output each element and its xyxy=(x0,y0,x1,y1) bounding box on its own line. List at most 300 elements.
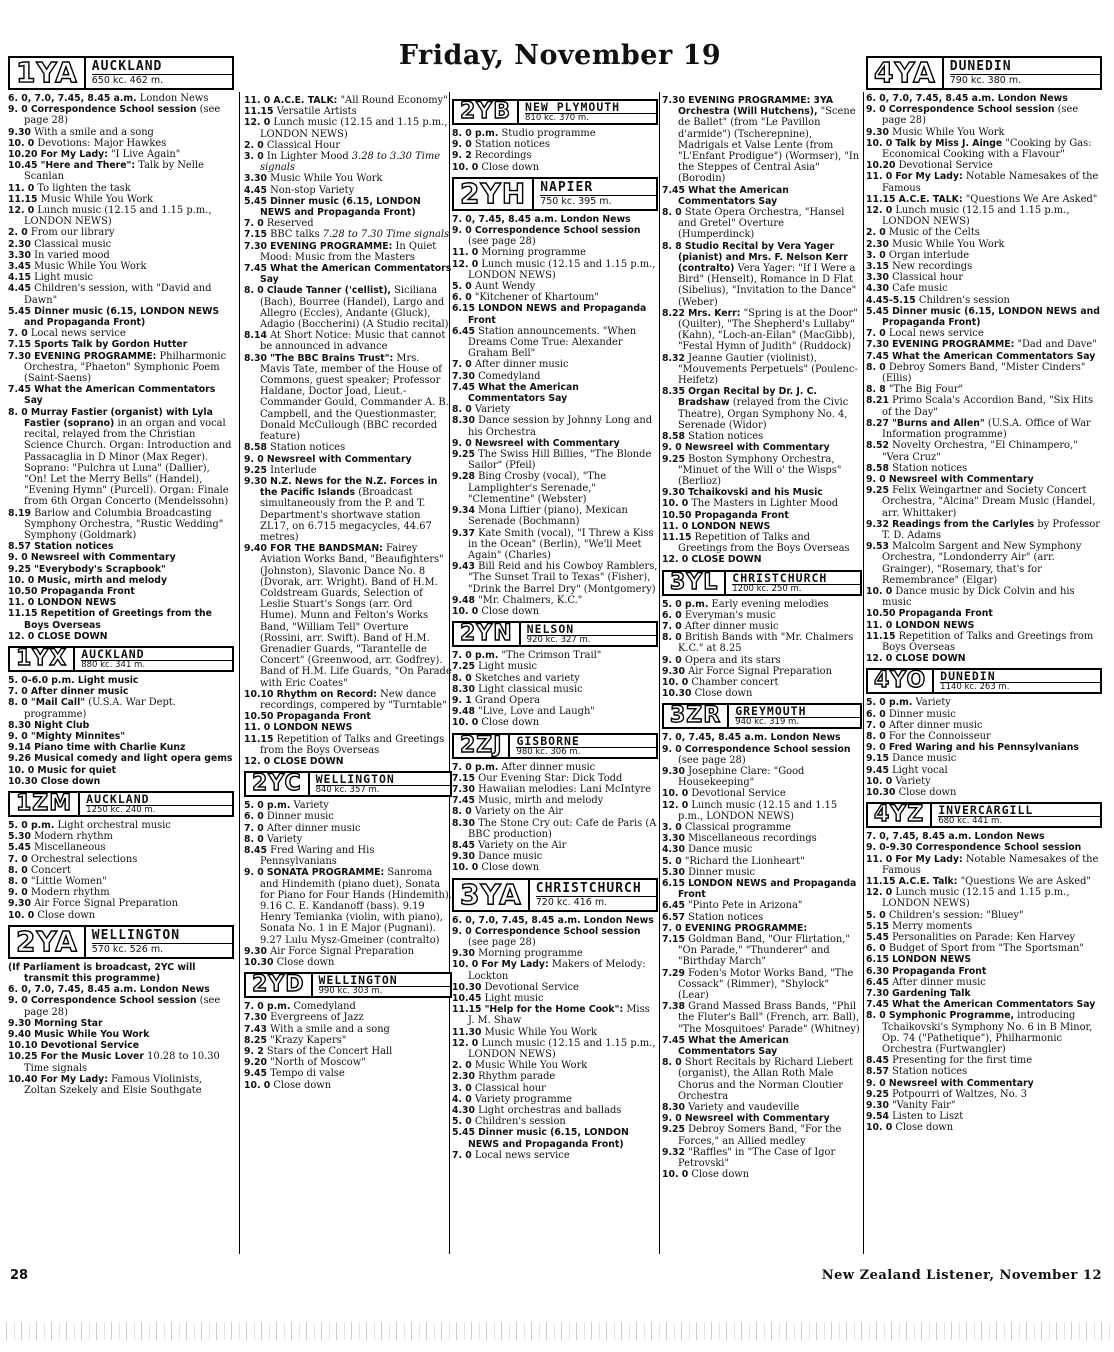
entry-time: 7.15 xyxy=(8,339,31,351)
programme-entry xyxy=(866,283,1102,294)
station-city: WELLINGTON xyxy=(315,772,395,787)
programme-entry xyxy=(244,140,452,151)
entry-text: Close down xyxy=(481,161,540,173)
entry-time: 8. 8 xyxy=(866,384,886,396)
programme-entry xyxy=(662,442,862,453)
entry-text: 10.28 to 10.30 Time signals xyxy=(24,1051,220,1074)
entry-text: (see page 28) xyxy=(882,104,1079,127)
programme-entry xyxy=(452,505,658,527)
programme-entry xyxy=(866,943,1102,954)
entry-time: 3. 0 xyxy=(244,151,264,163)
entry-time: 8. 0 xyxy=(8,406,28,418)
entry-text: Presenting for the first time xyxy=(892,1055,1033,1067)
station-city: AUCKLAND xyxy=(81,646,145,661)
programme-entry xyxy=(662,487,862,498)
entry-text: "Richard the Lionheart" xyxy=(684,855,805,867)
entry-time: 11. 0 xyxy=(244,95,271,106)
entry-text: Lunch music (12.15 and 1.15 p.m., LONDON NEWS) xyxy=(468,258,656,281)
entry-text: In Quiet Mood: Music from the Masters xyxy=(260,240,437,263)
entry-text: Dinner music xyxy=(266,811,334,823)
programme-entry xyxy=(662,1169,862,1180)
programme-entry xyxy=(8,1018,234,1029)
entry-time: 5. 0 xyxy=(866,909,886,921)
column-4 xyxy=(662,95,862,1180)
entry-text: Dinner music xyxy=(888,708,956,720)
programme-entry xyxy=(244,1057,452,1068)
entry-time: 11. 0 xyxy=(452,247,479,259)
entry-time: 3.45 xyxy=(8,261,31,273)
entry-time: 3.30 xyxy=(662,833,685,845)
entry-time: 10.10 xyxy=(8,1040,38,1052)
programme-entry xyxy=(452,281,658,292)
entry-highlight: "Burns and Allen" xyxy=(892,417,985,429)
entry-time: 9.45 xyxy=(866,764,889,776)
programme-entry xyxy=(866,205,1102,227)
entry-time: 3.15 xyxy=(866,261,889,273)
programme-entry xyxy=(662,677,862,688)
entry-time: 4.30 xyxy=(662,844,685,856)
entry-text: Close down xyxy=(898,786,957,798)
entry-time: 10. 0 xyxy=(866,775,893,787)
programme-entry xyxy=(866,921,1102,932)
programme-entry xyxy=(452,595,658,606)
entry-highlight: Propaganda Front xyxy=(40,585,135,597)
entry-time: 8. 0 xyxy=(452,404,472,416)
programme-entry xyxy=(866,239,1102,250)
entry-time: 7.45 xyxy=(866,999,889,1011)
entry-time: 8.58 xyxy=(866,462,889,474)
entry-highlight: For My Lady: xyxy=(895,171,963,183)
entry-time: 8.57 xyxy=(866,1066,889,1078)
entry-time: 9. 0 xyxy=(662,743,682,755)
entry-text: Foden's Motor Works Band, "The Cossack" (Rimmer), "Shylock" (Lear) xyxy=(678,967,854,1002)
programme-entry xyxy=(244,845,452,867)
entry-time: 10.50 xyxy=(866,608,896,620)
programme-entry xyxy=(452,1105,658,1116)
entry-time: 5. 0 p.m. xyxy=(8,819,55,831)
entry-text: Station announcements. "When Dreams Come True: Alexander Graham Bell" xyxy=(468,325,637,360)
entry-time: 7.30 xyxy=(8,350,31,362)
entry-text: After dinner music xyxy=(892,976,986,988)
entry-text: Budget of Sport from "The Sportsman" xyxy=(888,943,1084,955)
entry-text: Station notices xyxy=(688,911,764,923)
programme-entry xyxy=(244,117,452,139)
station-frequency: 720 kc. 416 m. xyxy=(536,896,656,908)
entry-time: 9.30 xyxy=(244,475,267,487)
entry-highlight: Newsreel with Commentary xyxy=(474,437,620,449)
entry-time: 7.30 xyxy=(866,339,889,351)
programme-entry xyxy=(452,851,658,862)
programme-entry xyxy=(452,292,658,303)
entry-time: 12. 0 xyxy=(452,258,479,270)
entry-time: 10. 0 xyxy=(244,1079,271,1091)
entry-time: 2. 0 xyxy=(244,139,264,151)
entry-text: "Live, Love and Laugh" xyxy=(478,706,595,718)
entry-note: 3.28 to 3.30 Time signals xyxy=(260,151,441,174)
programme-entry xyxy=(452,225,658,247)
programme-entry xyxy=(866,1100,1102,1111)
entry-time: 8.19 xyxy=(8,507,31,519)
station-frequency: 650 kc. 462 m. xyxy=(92,74,232,86)
programme-entry xyxy=(8,261,234,272)
entry-text: Variety and vaudeville xyxy=(688,1102,800,1114)
entry-time: 7. 0 xyxy=(452,359,472,371)
programme-entry xyxy=(452,1071,658,1082)
station-frequency: 920 kc. 327 m. xyxy=(527,635,656,645)
entry-text: Comedyland xyxy=(478,370,541,382)
programme-entry xyxy=(452,150,658,161)
entry-highlight: Fred Waring and his Pennsylvanians xyxy=(888,742,1079,754)
programme-entry xyxy=(452,673,658,684)
programme-entry xyxy=(452,1038,658,1060)
entry-time: 8. 0 xyxy=(662,632,682,644)
programme-entry xyxy=(452,706,658,717)
programme-entry xyxy=(866,954,1102,965)
entry-time: 9.30 xyxy=(8,1017,31,1029)
entry-highlight: Piano time with Charlie Kunz xyxy=(34,742,186,754)
page-number: 28 xyxy=(10,1268,29,1283)
programme-entry xyxy=(866,1122,1102,1133)
entry-time: 6.45 xyxy=(662,900,685,912)
entry-time: 5. 0 p.m. xyxy=(662,598,709,610)
programme-entry xyxy=(662,923,862,934)
entry-highlight: LONDON NEWS xyxy=(895,619,975,631)
entry-text: Miscellaneous recordings xyxy=(688,833,817,845)
entry-text: Stars of the Concert Hall xyxy=(266,1046,393,1058)
programme-entry xyxy=(866,194,1102,205)
entry-text: Siciliana (Bach), Bourree (Handel), Largo and Allegro (Eccles), Andante (Gluck), Adagio (Boccherini) (A Studio recital) xyxy=(260,285,449,331)
programme-entry xyxy=(866,731,1102,742)
programme-entry xyxy=(662,800,862,822)
entry-time: 7.30 xyxy=(244,1012,267,1024)
programme-entry xyxy=(866,261,1102,272)
programme-entry xyxy=(866,541,1102,586)
programme-entry xyxy=(8,631,234,642)
entry-highlight: Dinner music (6.15, LONDON NEWS and Propaganda Front) xyxy=(882,305,1100,329)
entry-time: 11. 0 xyxy=(662,520,689,532)
entry-highlight: LONDON NEWS xyxy=(892,954,972,966)
programme-entry xyxy=(452,471,658,505)
entry-text: Station notices xyxy=(892,1066,968,1078)
station-frequency: 940 kc. 319 m. xyxy=(735,717,860,727)
entry-time: 10. 0 xyxy=(866,1122,893,1134)
entry-time: 7. 0 xyxy=(8,853,28,865)
entry-highlight: Devotional Service xyxy=(40,1040,140,1052)
programme-entry xyxy=(452,915,658,926)
programme-entry xyxy=(8,205,234,227)
entry-text: "Krazy Kapers" xyxy=(270,1034,347,1046)
entry-time: 12. 0 xyxy=(452,1037,479,1049)
entry-text: Short Recitals by Richard Liebert (organist), the Allan Roth Male Chorus and the Norman Cloutier Orchestra xyxy=(678,1057,853,1102)
entry-highlight: London News xyxy=(974,831,1045,843)
entry-time: 9.25 xyxy=(8,563,31,575)
entry-time: 9. 0 xyxy=(8,552,28,564)
entry-highlight: Newsreel with Commentary xyxy=(888,473,1034,485)
programme-entry xyxy=(244,476,452,543)
programme-entry xyxy=(8,876,234,887)
entry-text: Repetition of Talks and Greetings from Boys Overseas xyxy=(882,630,1094,653)
programme-entry xyxy=(662,599,862,610)
station-info xyxy=(310,773,450,795)
entry-text: Station notices xyxy=(688,431,764,443)
entry-highlight: Newsreel with Commentary xyxy=(266,453,412,465)
entry-highlight: What the American Commentators Say xyxy=(892,999,1096,1011)
entry-highlight: For My Lady: xyxy=(40,1073,108,1085)
entry-time: 9.32 xyxy=(866,518,889,530)
programme-entry xyxy=(866,631,1102,653)
entry-time: 9.32 xyxy=(662,1146,685,1158)
entry-time: 6.57 xyxy=(662,911,685,923)
entry-text: Modern rhythm xyxy=(30,887,110,899)
entry-text: To lighten the task xyxy=(37,182,131,194)
entry-time: 5. 0 p.m. xyxy=(244,800,291,812)
entry-highlight: LONDON NEWS and Propaganda Front xyxy=(678,878,857,901)
programme-entry xyxy=(866,384,1102,395)
programme-entry xyxy=(244,823,452,834)
entry-text: "The Big Four" xyxy=(888,384,964,396)
entry-time: 7. 0 xyxy=(866,719,886,731)
entry-text: Evergreens of Jazz xyxy=(270,1012,364,1024)
entry-highlight: LONDON NEWS xyxy=(37,597,117,609)
entry-time: 8.32 xyxy=(662,352,685,364)
programme-entry xyxy=(452,438,658,449)
entry-text: Cafe music xyxy=(892,283,948,295)
entry-time: 2.30 xyxy=(866,238,889,250)
programme-entry xyxy=(8,586,234,597)
entry-time: 5.45 xyxy=(244,195,267,207)
station-header xyxy=(452,733,658,759)
entry-time: 6. 0, 7.0, 7.45, 8.45 a.m. xyxy=(866,93,995,104)
entry-time: 7.45 xyxy=(244,263,267,275)
entry-highlight: CLOSE DOWN xyxy=(37,630,108,642)
entry-time: 12. 0 xyxy=(8,630,35,642)
entry-text: Local news service xyxy=(888,328,984,340)
programme-entry xyxy=(244,834,452,845)
entry-highlight: Close down xyxy=(40,775,101,787)
entry-text: Barlow and Columbia Broadcasting Symphony Orchestra, "Rustic Wedding" Symphony (Goldmark) xyxy=(24,507,224,541)
entry-time: 9. 0 xyxy=(866,473,886,485)
entry-time: 7. 0, 7.45, 8.45 a.m. xyxy=(662,732,768,744)
entry-time: 3.30 xyxy=(8,249,31,261)
entry-time: 4.45 xyxy=(8,283,31,295)
entry-text: Music of the Celts xyxy=(888,227,980,239)
entry-highlight: London News xyxy=(139,984,210,996)
entry-highlight: What the American Commentators Say xyxy=(260,263,452,286)
entry-text: Repetition of Talks and Greetings from the Boys Overseas xyxy=(678,531,850,555)
programme-entry xyxy=(8,250,234,261)
entry-highlight: For the Music Lover xyxy=(40,1051,144,1063)
entry-highlight: What the American Commentators Say xyxy=(678,184,789,207)
entry-time: 7.30 xyxy=(662,95,685,106)
entry-time: 9.45 xyxy=(244,1068,267,1080)
entry-text: Studio programme xyxy=(501,128,596,139)
entry-text: Local news service xyxy=(30,328,126,340)
programme-entry xyxy=(662,867,862,878)
entry-text: (Broadcast simultaneously from the P. and T. Department's shortwave station ZL17, on 6.715 megacycles, 44.67 metres) xyxy=(260,487,432,543)
programme-entry xyxy=(452,773,658,784)
entry-time: 7. 0 xyxy=(8,328,28,340)
station-frequency: 1200 kc. 250 m. xyxy=(732,584,860,594)
entry-highlight: Correspondence School session xyxy=(915,842,1082,854)
programme-entry xyxy=(866,519,1102,541)
entry-highlight: Dinner music (6.15, LONDON NEWS and Propaganda Front) xyxy=(24,305,220,329)
entry-highlight: "Help for the Home Cook": xyxy=(484,1004,624,1016)
programme-entry xyxy=(8,608,234,630)
programme-entry xyxy=(8,731,234,742)
entry-text: Fairey Aviation Works Band, "Beaufighters" (Johnston), Slavonic Dance No. 8 (Dvorak, arr. Wright). Band of H.M. Coldstream Guards, Selection of Leslie Stuart's Songs (arr. Ord Hume). Munn and Felton's Works Band, "William Tell" Overture (Rossini, arr. Swift). Band of H.M. Grenadier Guards, "Tarantelle de Concert" (Greenwood, arr. Godfrey). Band of H.M. Life Guards, "On Parade with Eric Coates" xyxy=(260,543,452,689)
programme-entry xyxy=(866,776,1102,787)
programme-entry xyxy=(866,418,1102,440)
programme-entry xyxy=(866,653,1102,664)
entry-time: 6. 0, 7.0, 7.45, 8.45 a.m. xyxy=(8,93,137,104)
entry-highlight: Studio Recital by Vera Yager (pianist) and Mrs. F. Nelson Kerr (contralto) xyxy=(678,240,848,275)
entry-text: Notable Namesakes of the Famous xyxy=(882,853,1099,876)
entry-time: 9. 0 xyxy=(452,437,472,449)
station-header xyxy=(452,177,658,211)
programme-entry xyxy=(662,856,862,867)
entry-text: After dinner music xyxy=(474,359,569,371)
entry-text: Talk by Nelle Scanlan xyxy=(24,160,204,183)
programme-entry xyxy=(662,1035,862,1057)
entry-time: 6. 0, 7.0, 7.45, 8.45 a.m. xyxy=(8,984,137,996)
entry-highlight: CLOSE DOWN xyxy=(273,755,344,767)
entry-time: 10. 0 xyxy=(8,137,35,149)
entry-highlight: Station notices xyxy=(34,541,114,553)
station-city: AUCKLAND xyxy=(91,59,163,74)
programme-entry xyxy=(8,720,234,731)
programme-entry xyxy=(452,1094,658,1105)
entry-text: Recordings xyxy=(474,150,532,162)
entry-time: 11. 0 xyxy=(866,853,893,865)
entry-time: 10.45 xyxy=(8,160,38,172)
column-divider xyxy=(239,92,240,1254)
entry-highlight: Tchaikovski and his Music xyxy=(688,487,823,499)
entry-time: 9.25 xyxy=(662,453,685,465)
programme-entry xyxy=(866,787,1102,798)
scan-artifact xyxy=(0,1322,1114,1340)
programme-entry xyxy=(244,722,452,733)
station-city: GREYMOUTH xyxy=(735,704,807,719)
entry-time: 6. 0 xyxy=(866,943,886,955)
entry-text: Children's session: "Bluey" xyxy=(888,909,1024,921)
entry-text: Dance music xyxy=(688,844,753,856)
entry-time: 7.25 xyxy=(452,661,475,673)
entry-text: New recordings xyxy=(892,261,973,273)
programme-entry xyxy=(662,554,862,565)
entry-highlight: What the American Commentators Say xyxy=(678,1034,789,1058)
entry-time: 11.15 xyxy=(866,193,896,205)
entry-time: 10.20 xyxy=(8,149,38,161)
entry-text: After dinner music xyxy=(684,620,779,632)
entry-time: 10. 0 xyxy=(452,161,479,173)
programme-entry xyxy=(8,753,234,764)
station-info xyxy=(80,793,232,815)
entry-time: 5. 0 p.m. xyxy=(866,697,913,709)
entry-text: "Little Women" xyxy=(30,876,107,887)
programme-entry xyxy=(662,1102,862,1113)
entry-highlight: Symphonic Programme, xyxy=(888,1010,1015,1022)
programme-entry xyxy=(452,762,658,773)
entry-text: Music While You Work xyxy=(892,126,1005,138)
entry-text: After dinner music xyxy=(888,719,983,731)
entry-text: Classical hour xyxy=(892,272,964,284)
programme-entry xyxy=(866,272,1102,283)
programme-entry xyxy=(8,887,234,898)
entry-time: 5.30 xyxy=(662,866,685,878)
entry-time: 9.48 xyxy=(452,594,475,606)
entry-time: 9.25 xyxy=(452,449,475,461)
programme-entry xyxy=(866,1089,1102,1100)
programme-entry xyxy=(244,1068,452,1079)
entry-time: 8. 0 xyxy=(452,806,472,818)
programme-entry xyxy=(662,454,862,488)
entry-time: 10.20 xyxy=(866,160,896,172)
entry-time: 4.45 xyxy=(244,184,267,196)
entry-highlight: Newsreel with Commentary xyxy=(888,1077,1034,1089)
entry-text: "The Crimson Trail" xyxy=(501,650,602,662)
entry-highlight: Talk by Miss J. Ainge xyxy=(895,137,1003,149)
entry-highlight: "Mail Call" xyxy=(30,697,86,709)
programme-entry xyxy=(452,214,658,225)
programme-entry xyxy=(8,239,234,250)
entry-time: 9. 0 xyxy=(866,104,886,116)
station-header xyxy=(866,802,1102,828)
programme-entry xyxy=(452,993,658,1004)
programme-entry xyxy=(452,806,658,817)
entry-text: Music While You Work xyxy=(34,261,147,273)
programme-entry xyxy=(866,104,1102,126)
entry-time: 8.57 xyxy=(8,541,31,553)
programme-entry xyxy=(866,1066,1102,1077)
station-frequency: 1140 kc. 263 m. xyxy=(940,682,1100,692)
entry-text: Lunch music (12.15 and 1.15 p.m., LONDON NEWS) xyxy=(678,799,838,822)
programme-entry xyxy=(244,285,452,330)
entry-highlight: (If Parliament is broadcast, 2YC will transmit this programme) xyxy=(8,961,196,985)
entry-text: Close down xyxy=(481,862,540,874)
programme-entry xyxy=(452,795,658,806)
entry-time: 9.37 xyxy=(452,527,475,539)
station-callsign: 2YB xyxy=(454,101,519,123)
programme-entry xyxy=(8,272,234,283)
entry-time: 8.27 xyxy=(866,417,889,429)
entry-time: 8. 0 xyxy=(866,361,886,373)
programme-entry xyxy=(8,962,234,984)
programme-entry xyxy=(8,776,234,787)
entry-text: Organ interlude xyxy=(888,249,970,261)
programme-entry xyxy=(866,842,1102,853)
programme-entry xyxy=(8,351,234,385)
entry-highlight: A.C.E. Talk: xyxy=(898,876,958,887)
entry-time: 7.45 xyxy=(452,381,475,393)
programme-entry xyxy=(866,351,1102,362)
entry-text: BBC talks xyxy=(270,229,320,241)
entry-text: The Swiss Hill Billies, "The Blonde Sailor" (Pfeil) xyxy=(468,449,652,472)
station-info xyxy=(530,880,656,910)
entry-time: 9.40 xyxy=(244,543,267,555)
page-title: Friday, November 19 xyxy=(398,40,722,71)
entry-time: 8.14 xyxy=(244,330,267,342)
entry-time: 11. 0 xyxy=(244,722,271,734)
entry-text: Makers of Melody: Lockton xyxy=(468,959,646,982)
programme-entry xyxy=(866,742,1102,753)
entry-time: 7.15 xyxy=(452,772,475,784)
entry-text: Grand Massed Brass Bands, "Phil the Fluter's Ball" (French, arr. Ball), "The Mosquitoes' Parade" (Whitney) xyxy=(678,1001,860,1035)
entry-highlight: Sports Talk by Gordon Hutter xyxy=(34,339,188,351)
entry-text: Classical Hour xyxy=(266,139,341,151)
programme-entry xyxy=(8,283,234,305)
entry-time: 8. 0 xyxy=(8,864,28,876)
entry-text: Light music xyxy=(478,661,538,673)
